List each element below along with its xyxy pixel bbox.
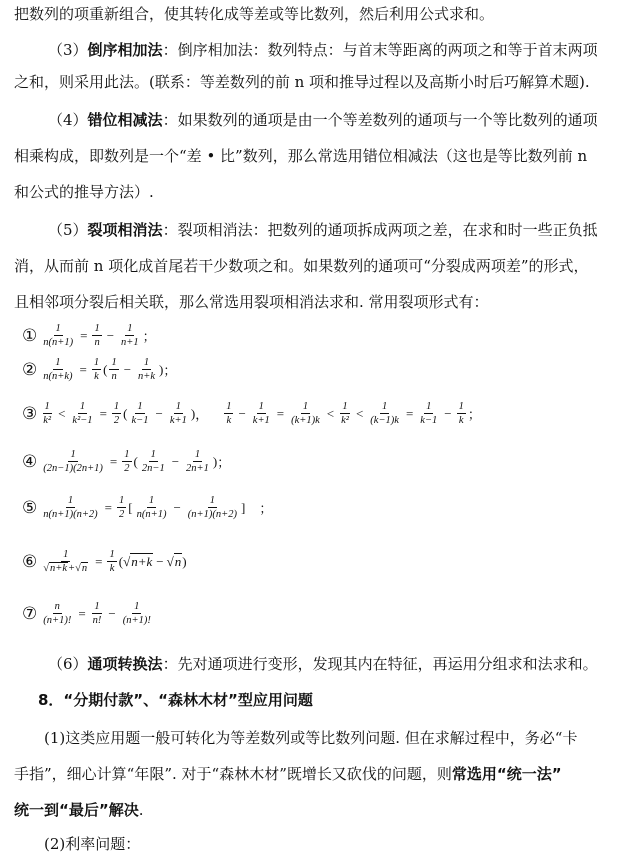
fraction: $\frac{1}{n+1}$ — [121, 323, 139, 348]
item-5-line-3: 且相邻项分裂后相关联，那么常选用裂项相消法求和. 常用裂项形式有： — [14, 293, 489, 311]
formula-number: ④ — [22, 451, 38, 471]
item-number: （4） — [48, 111, 88, 129]
formula-number: ② — [22, 359, 38, 379]
formula-5: ⑤ $\frac{1}{n(n+1)(n+2)}$ = $\frac{1}{2}$ [ $\frac{1}{n(n+1)}$ − $\frac{1}{(n+1)(n+2)}$ ] ； — [22, 495, 273, 520]
item-3-line-2: 之和，则采用此法。(联系：等差数列的前 n 项和推导过程以及高斯小时后巧解算术题). — [14, 73, 590, 91]
section-8-para-1-line-2: 手指”，细心计算“年限”. 对于“森林木材”既增长又砍伐的问题，则常选用“统一法” — [14, 765, 562, 783]
fraction: $\frac{1}{2}$ — [113, 401, 120, 426]
item-3-line-1 — [48, 40, 598, 60]
item-6-line-1 — [48, 654, 598, 674]
section-heading-8: 8．“分期付款”、“森林木材”型应用问题 — [38, 691, 313, 709]
item-4-line-2: 相乘构成，即数列是一个“差 • 比”数列，那么常选用错位相减法（这也是等比数列前 n — [14, 147, 588, 165]
item-number: （5） — [48, 221, 88, 239]
fraction: $\frac{1}{k-1}$ — [420, 401, 438, 426]
fraction: $\frac{1}{\text{k²}}$ — [43, 401, 52, 426]
fraction: $\frac{1}{k}$ — [458, 401, 464, 426]
fraction: $\frac{1}{n(n+1)}$ — [136, 495, 167, 520]
fraction: $\frac{1}{n(n+k)}$ — [43, 357, 73, 382]
fraction: $\frac{1}{\text{k²−1}}$ — [72, 401, 93, 426]
fraction: $\frac{1}{(n+1)(n+2)}$ — [187, 495, 237, 520]
item-4-line-1 — [48, 110, 598, 130]
formula-number: ⑤ — [22, 497, 38, 517]
fraction: $\frac{1}{n!}$ — [92, 601, 102, 626]
item-text: ：倒序相加法：数列特点：与首末等距离的两项之和等于首末两项 — [162, 41, 598, 59]
item-text: ：先对通项进行变形，发现其内在特征，再运用分组求和法求和。 — [162, 655, 598, 673]
fraction: $\frac{1}{2}$ — [119, 495, 125, 520]
formula-6: ⑥ $\frac{1}{√n+k+√n}$ = $\frac{1}{k}$ ( √ n+k − √ n ) — [22, 549, 187, 574]
item-5-line-2: 消，从而前 n 项化成首尾若干少数项之和。如果数列的通项可“分裂成两项差”的形式， — [14, 257, 589, 275]
formula-number: ① — [22, 325, 38, 345]
fraction: $\frac{1}{√n+k+√n}$ — [43, 549, 88, 574]
fraction: $\frac{1}{(n+1)!}$ — [122, 601, 151, 626]
fraction: $\frac{1}{\text{k²}}$ — [341, 401, 349, 426]
paragraph-intro: 把数列的项重新组合，使其转化成等差或等比数列，然后利用公式求和。 — [14, 5, 495, 23]
fraction: $\frac{n}{(n+1)!}$ — [43, 601, 72, 626]
item-4-line-3: 和公式的推导方法）. — [14, 183, 154, 201]
fraction: $\frac{1}{n(n+1)(n+2)}$ — [43, 495, 98, 520]
formula-number: ⑥ — [22, 551, 38, 571]
emphasis: 常选用“统一法” — [451, 765, 562, 783]
formula-4: ④ $\frac{1}{(2n-1)(2n+1)}$ = $\frac{1}{2}$ ( $\frac{1}{2n-1}$ − $\frac{1}{2n+1}$ ) ； — [22, 449, 231, 474]
emphasis: 统一到“最后”解决 — [14, 801, 139, 819]
fraction: $\frac{1}{k+1}$ — [252, 401, 270, 426]
item-number: （6） — [48, 655, 88, 673]
method-title: 通项转换法 — [87, 655, 163, 673]
formula-3: ③ $\frac{1}{\text{k²}}$ < $\frac{1}{\text{k²−1}}$ = $\frac{1}{2}$ ( $\frac{1}{k-1}$ − $\frac{1}{k+1}$ ) ， $\frac{1}{k}$ − $\frac{1}{k+1}$ = $\frac{1}{(k+1)k}$ < $\frac{1}{\text{k²}}$ < $\frac{1}{(k-1)k}$ = $\frac{1}{k-1}$ − $\frac{1}{k}$ ； — [22, 401, 481, 426]
fraction: $\frac{1}{2n-1}$ — [141, 449, 165, 474]
fraction: $\frac{1}{k+1}$ — [169, 401, 187, 426]
fraction: $\frac{1}{k-1}$ — [131, 401, 149, 426]
formula-2: ② $\frac{1}{n(n+k)}$ = $\frac{1}{k}$ ( $\frac{1}{n}$ − $\frac{1}{n+k}$ ) ； — [22, 357, 177, 382]
fraction: $\frac{1}{k}$ — [93, 357, 100, 382]
formula-7: ⑦ $\frac{n}{(n+1)!}$ = $\frac{1}{n!}$ − $\frac{1}{(n+1)!}$ — [22, 601, 151, 626]
item-text: ：裂项相消法：把数列的通项拆成两项之差，在求和时一些正负抵 — [162, 221, 598, 239]
fraction: $\frac{1}{n(n+1)}$ — [43, 323, 74, 348]
fraction: $\frac{1}{n}$ — [111, 357, 117, 382]
method-title: 裂项相消法 — [87, 221, 163, 239]
formula-1: ① $\frac{1}{n(n+1)}$ = $\frac{1}{n}$ − $\frac{1}{n+1}$ ； — [22, 323, 156, 348]
item-number: （3） — [48, 41, 88, 59]
fraction: $\frac{1}{(k-1)k}$ — [370, 401, 399, 426]
fraction: $\frac{1}{2}$ — [124, 449, 130, 474]
fraction: $\frac{1}{2n+1}$ — [186, 449, 209, 474]
fraction: $\frac{1}{n}$ — [94, 323, 100, 348]
section-8-para-1-line-1: (1)这类应用题一般可转化为等差数列或等比数列问题. 但在求解过程中，务必“卡 — [44, 729, 578, 747]
fraction: $\frac{1}{n+k}$ — [138, 357, 156, 382]
method-title: 倒序相加法 — [87, 41, 163, 59]
item-5-line-1 — [48, 220, 598, 240]
section-8-para-2: (2)利率问题： — [44, 835, 141, 853]
formula-number: ⑦ — [22, 603, 38, 623]
fraction: $\frac{1}{(2n-1)(2n+1)}$ — [43, 449, 103, 474]
method-title: 错位相减法 — [87, 111, 163, 129]
fraction: $\frac{1}{k}$ — [109, 549, 115, 574]
item-text: ：如果数列的通项是由一个等差数列的通项与一个等比数列的通项 — [162, 111, 598, 129]
fraction: $\frac{1}{k}$ — [226, 401, 232, 426]
fraction: $\frac{1}{(k+1)k}$ — [291, 401, 320, 426]
section-8-para-1-line-3: 统一到“最后”解决. — [14, 801, 144, 819]
formula-number: ③ — [22, 403, 38, 423]
